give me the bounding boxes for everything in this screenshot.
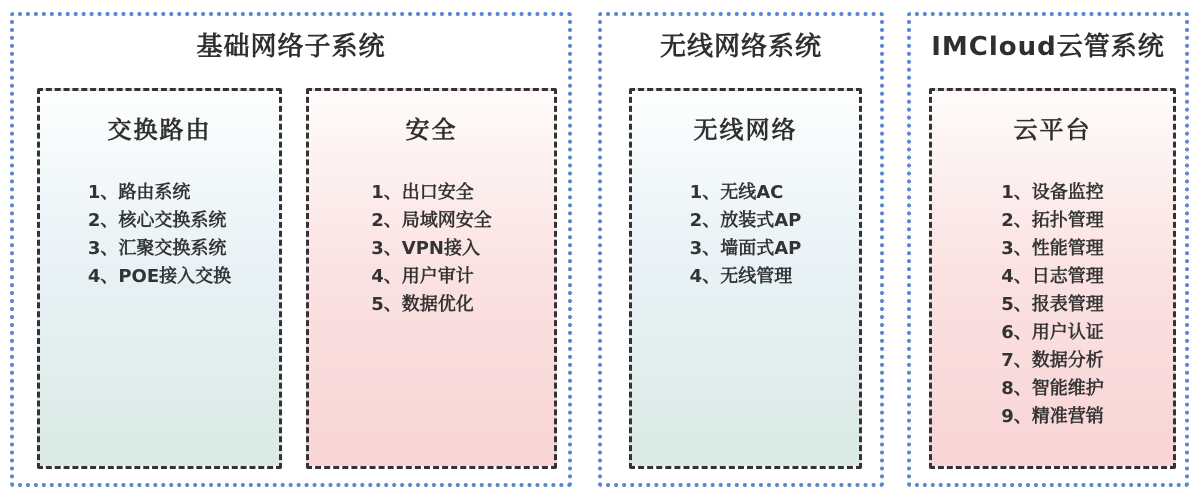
- list-item: 7、数据分析: [1001, 350, 1104, 371]
- list-item: 2、放装式AP: [689, 210, 802, 231]
- list-item: 2、拓扑管理: [1001, 210, 1104, 231]
- section-wireless-network: [598, 12, 884, 487]
- list-item: 3、性能管理: [1001, 238, 1104, 259]
- cloud-platform-item-list: [1001, 179, 1104, 431]
- list-item: 3、VPN接入: [371, 238, 480, 259]
- list-item: 3、汇聚交换系统: [87, 238, 227, 259]
- box-security: [306, 88, 557, 469]
- switching-routing-item-list: [88, 179, 231, 291]
- list-item: 1、出口安全: [371, 182, 474, 203]
- box-switching-routing: [37, 88, 282, 469]
- list-item: 4、日志管理: [1001, 266, 1104, 287]
- security-item-list: [371, 179, 492, 319]
- section-basic-network: [10, 12, 572, 487]
- list-item: 2、局域网安全: [371, 210, 492, 231]
- list-item: 1、无线AC: [689, 182, 784, 203]
- list-item: 4、无线管理: [689, 266, 793, 287]
- list-item: 4、POE接入交换: [87, 266, 232, 287]
- box-title-security: 安全: [405, 116, 458, 144]
- list-item: 2、核心交换系统: [87, 210, 227, 231]
- section-title-imcloud: IMCloud云管系统: [931, 32, 1165, 62]
- list-item: 9、精准营销: [1001, 406, 1104, 427]
- list-item: 5、报表管理: [1001, 294, 1104, 315]
- list-item: 6、用户认证: [1001, 322, 1104, 343]
- list-item: 3、墙面式AP: [689, 238, 802, 259]
- section-imcloud: [907, 12, 1189, 487]
- section-title-basic-network: 基础网络子系统: [196, 32, 386, 62]
- box-title-switching-routing: 交换路由: [107, 116, 212, 144]
- box-wireless: [629, 88, 862, 469]
- box-title-wireless: 无线网络: [693, 116, 798, 144]
- box-title-cloud-platform: 云平台: [1013, 116, 1092, 144]
- list-item: 4、用户审计: [371, 266, 474, 287]
- wireless-item-list: [690, 179, 802, 291]
- list-item: 1、设备监控: [1001, 182, 1104, 203]
- list-item: 5、数据优化: [371, 294, 474, 315]
- box-cloud-platform: [929, 88, 1176, 469]
- list-item: 8、智能维护: [1001, 378, 1104, 399]
- section-title-wireless-network: 无线网络系统: [659, 32, 822, 62]
- list-item: 1、路由系统: [87, 182, 191, 203]
